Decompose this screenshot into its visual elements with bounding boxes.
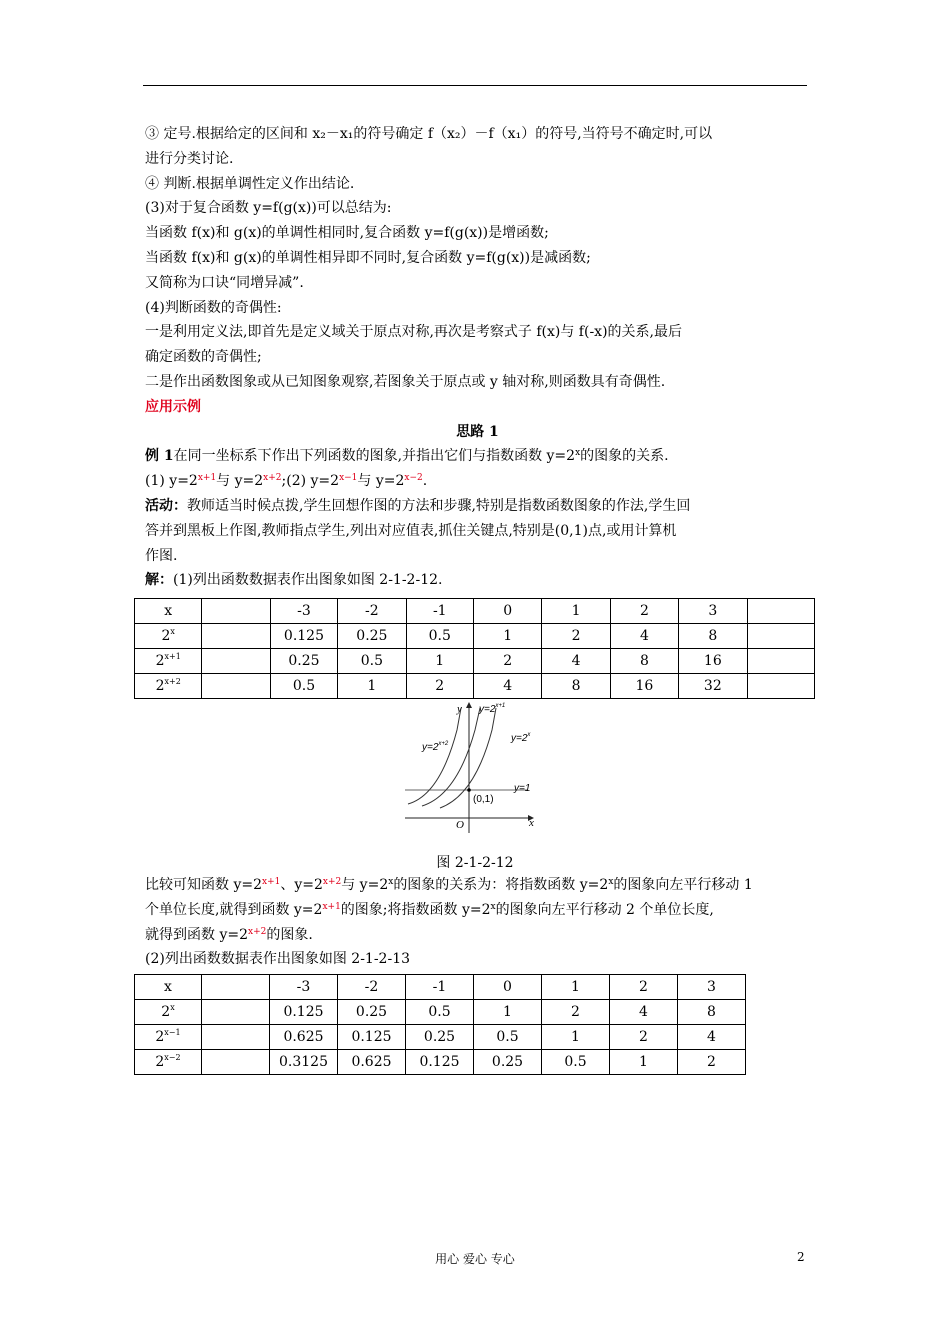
y-axis-label: y	[457, 703, 462, 715]
table-row	[135, 1025, 816, 1050]
text-part: 与 y=2	[341, 877, 389, 893]
row-header	[135, 975, 202, 1000]
line-label: y=1	[514, 783, 531, 794]
solution-label: 解：	[145, 572, 173, 589]
text-part: 的图象向左平行移动 2 个单位长度,	[495, 901, 714, 918]
text-line: 一是利用定义法,即首先是定义域关于原点对称,再次是考察式子 f(x)与 f(-x)的关系,最后	[145, 324, 682, 341]
row-header-base: x	[164, 603, 173, 619]
thought-title: 思路 1	[456, 423, 499, 440]
exponent: x−1	[339, 473, 358, 484]
curve-2-x-plus-2	[408, 708, 461, 804]
text-line	[145, 898, 810, 923]
table-cell: 1	[406, 649, 473, 674]
text-line: (3)对于复合函数 y=f(g(x))可以总结为:	[145, 200, 392, 217]
text-line	[145, 873, 810, 898]
problem-part: .	[422, 473, 428, 490]
text-line: ③ 定号.根据给定的区间和 x₂－x₁的符号确定 f（x₂）－f（x₁）的符号,当符号不确定时,可以	[145, 126, 713, 142]
table-cell: 0.5	[542, 1050, 610, 1075]
table-cell: 0.5	[338, 649, 406, 674]
origin-label: O	[456, 819, 464, 831]
table-cell: 4	[610, 624, 678, 649]
text-part: 比较可知函数 y=2	[145, 877, 262, 893]
text-part: 、y=2	[280, 877, 323, 893]
example-text-end: 的图象的关系.	[580, 448, 669, 465]
table-cell: 0.25	[338, 1000, 406, 1025]
table-cell: 16	[679, 649, 747, 674]
table-cell: 1	[610, 1050, 678, 1075]
table-cell: 3	[678, 975, 746, 1000]
text-line: 确定函数的奇偶性;	[145, 349, 262, 366]
table-cell: 2	[473, 649, 541, 674]
exponent: x+2	[263, 473, 282, 484]
row-header	[135, 1050, 202, 1075]
table-cell: 8	[610, 649, 678, 674]
curve-label-x-plus-1: $y=2^{x+1}$	[479, 703, 506, 715]
example-text: 在同一坐标系下作出下列函数的图象,并指出它们与指数函数 y=2	[173, 448, 576, 465]
table-row	[135, 649, 815, 674]
curve-label-x-plus-2: $y=2^{x+2}$	[422, 741, 449, 753]
table-row	[135, 975, 816, 1000]
table-cell: -2	[338, 599, 406, 624]
table-cell: -3	[270, 599, 337, 624]
row-header-exponent: x	[170, 1003, 175, 1012]
table-cell	[747, 599, 814, 624]
row-header-base: 2	[155, 653, 165, 669]
table-cell: 2	[406, 674, 473, 699]
header-rule	[143, 85, 807, 86]
activity-line	[145, 494, 810, 519]
table-cell	[202, 674, 270, 699]
curve-label-x: $y=2^x$	[511, 732, 531, 744]
section-title: 应用示例	[145, 398, 201, 415]
table-cell: 0.25	[270, 649, 337, 674]
table-cell: 4	[610, 1000, 678, 1025]
text-line: 当函数 f(x)和 g(x)的单调性相异即不同时,复合函数 y=f(g(x))是减函数;	[145, 249, 591, 266]
row-header-exponent: x−2	[164, 1053, 181, 1062]
text-part: 的图象;将指数函数 y=2	[340, 901, 491, 918]
table-cell: -1	[406, 975, 474, 1000]
exponent: x+1	[322, 901, 341, 912]
table-cell	[747, 624, 814, 649]
row-header	[135, 599, 202, 624]
example-sup: x	[575, 448, 581, 459]
table-cell: 1	[542, 975, 610, 1000]
activity-text: 教师适当时候点拨,学生回想作图的方法和步骤,特别是指数函数图象的作法,学生回	[187, 497, 691, 514]
exponent: x+1	[262, 877, 281, 887]
table-cell: 2	[610, 975, 678, 1000]
example-line	[145, 444, 810, 469]
text-part: 的图象向左平行移动 1	[613, 877, 753, 893]
table-cell: 1	[542, 1025, 610, 1050]
problem-part: 与 y=2	[357, 473, 405, 490]
table-cell: 0.5	[406, 1000, 474, 1025]
solution-text: (1)列出函数数据表作出图象如图 2-1-2-12.	[173, 572, 443, 589]
table-cell: 1	[474, 1000, 542, 1025]
table-cell	[747, 674, 814, 699]
data-table-1	[134, 598, 815, 699]
point-label: (0,1)	[473, 794, 494, 805]
row-header	[135, 674, 202, 699]
table-cell: 0.25	[338, 624, 406, 649]
table-cell: 4	[473, 674, 541, 699]
table-cell: 0.625	[338, 1050, 406, 1075]
table-cell: 0.625	[270, 1025, 338, 1050]
table-row	[135, 1050, 816, 1075]
text-line: 作图.	[145, 547, 178, 564]
row-header	[135, 1025, 202, 1050]
row-header-exponent: x+2	[164, 677, 181, 686]
problem-part: ;(2) y=2	[281, 473, 340, 490]
table-cell	[202, 975, 270, 1000]
solution-line	[145, 568, 810, 593]
exponent: x+1	[197, 473, 217, 484]
text-part: 就得到函数 y=2	[145, 926, 248, 943]
exponential-graph	[400, 700, 550, 835]
table-cell: 8	[542, 674, 610, 699]
table-cell: 1	[473, 624, 541, 649]
point-0-1	[467, 788, 471, 792]
table-cell	[202, 624, 270, 649]
exponent: x	[608, 877, 614, 887]
row-header-base: 2	[155, 678, 165, 694]
table-cell	[202, 1050, 270, 1075]
table-cell: 0.25	[406, 1025, 474, 1050]
table-row	[135, 624, 815, 649]
table-cell: 16	[610, 674, 678, 699]
table-cell: 0.125	[270, 1000, 338, 1025]
text-line: 又简称为口诀“同增异减”.	[145, 274, 304, 291]
table-row	[135, 1000, 816, 1025]
exponent: x−2	[404, 473, 423, 484]
data-table-2	[134, 974, 816, 1075]
table-cell: 2	[610, 1025, 678, 1050]
table-cell: 1	[338, 674, 406, 699]
text-part: 的图象的关系为：将指数函数 y=2	[393, 877, 609, 893]
page-content	[145, 122, 810, 593]
table-cell: -1	[406, 599, 473, 624]
text-line: ④ 判断.根据单调性定义作出结论.	[145, 175, 355, 192]
table-cell: 0.25	[474, 1050, 542, 1075]
row-header	[135, 624, 202, 649]
text-line: (4)判断函数的奇偶性:	[145, 299, 282, 316]
text-line: 进行分类讨论.	[145, 150, 234, 167]
table-cell: 2	[542, 1000, 610, 1025]
exponent: x+2	[322, 877, 342, 887]
row-header-base: 2	[155, 1054, 165, 1070]
figure-caption: 图 2-1-2-12	[436, 855, 514, 871]
exponent: x+2	[248, 926, 267, 937]
table-cell: 0.5	[474, 1025, 542, 1050]
row-header-base: x	[164, 979, 172, 995]
table-cell: 2	[678, 1050, 746, 1075]
table-cell	[747, 649, 814, 674]
row-header-exponent: x−1	[164, 1028, 181, 1037]
text-line: (2)列出函数数据表作出图象如图 2-1-2-13	[145, 951, 411, 968]
table-cell: 2	[542, 624, 610, 649]
table-cell: 0	[474, 975, 542, 1000]
text-part: 的图象.	[266, 926, 313, 943]
text-line	[145, 923, 810, 948]
row-header-base: 2	[161, 1004, 171, 1020]
row-header-exponent: x+1	[164, 652, 181, 661]
table-cell: 4	[678, 1025, 746, 1050]
row-header	[135, 649, 202, 674]
table-cell: 0.5	[406, 624, 473, 649]
row-header-base: 2	[155, 1029, 165, 1045]
table-cell	[202, 649, 270, 674]
page-number: 2	[797, 1250, 805, 1264]
table-cell: 0.125	[406, 1050, 474, 1075]
table-cell: 0.125	[270, 624, 337, 649]
footer-text: 用心 爱心 专心	[435, 1252, 515, 1266]
example-label: 例 1	[145, 448, 174, 465]
text-line: 二是作出函数图象或从已知图象观察,若图象关于原点或 y 轴对称,则函数具有奇偶性.	[145, 373, 666, 390]
table-cell: 3	[679, 599, 747, 624]
table-cell: 4	[542, 649, 610, 674]
table-cell: 2	[610, 599, 678, 624]
comparison-text	[145, 873, 810, 972]
problem-part: 与 y=2	[216, 473, 264, 490]
curve-2-x-plus-1	[422, 708, 480, 806]
table-cell: 8	[678, 1000, 746, 1025]
row-header	[135, 1000, 202, 1025]
table-cell: -3	[270, 975, 338, 1000]
text-line: 当函数 f(x)和 g(x)的单调性相同时,复合函数 y=f(g(x))是增函数;	[145, 225, 549, 242]
table-cell: 8	[679, 624, 747, 649]
x-axis-label: x	[529, 817, 534, 829]
table-cell: 0.125	[338, 1025, 406, 1050]
problem-line	[145, 469, 810, 494]
table-cell	[202, 1025, 270, 1050]
text-part: 个单位长度,就得到函数 y=2	[145, 901, 323, 918]
exponent: x	[388, 877, 394, 887]
table-cell: 0.3125	[270, 1050, 338, 1075]
table-cell	[202, 599, 270, 624]
row-header-exponent: x	[170, 627, 175, 636]
problem-part: (1) y=2	[145, 473, 198, 490]
text-line: 答并到黑板上作图,教师指点学生,列出对应值表,抓住关键点,特别是(0,1)点,或用计算机	[145, 522, 677, 539]
table-row	[135, 674, 815, 699]
table-cell: -2	[338, 975, 406, 1000]
table-cell: 32	[679, 674, 747, 699]
table-row	[135, 599, 815, 624]
exponent: x	[490, 901, 496, 912]
table-cell	[202, 1000, 270, 1025]
table-cell: 0.5	[270, 674, 337, 699]
table-cell: 0	[473, 599, 541, 624]
table-cell: 1	[542, 599, 610, 624]
activity-label: 活动：	[145, 497, 187, 514]
row-header-base: 2	[161, 628, 171, 644]
